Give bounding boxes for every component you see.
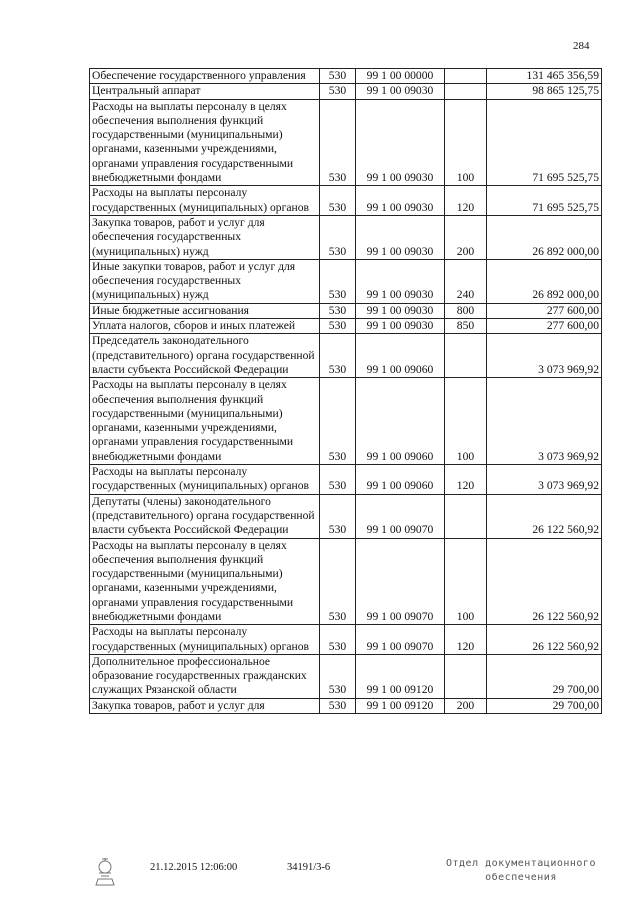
cell-vr: 120 bbox=[445, 186, 487, 216]
cell-name: Расходы на выплаты персоналу в целях обеспечения выполнения функций государственными (муниципальными) органами, казенными учреждениями, органами управления государственными внебюджетными фондами bbox=[90, 378, 320, 465]
cell-sum: 3 073 969,92 bbox=[487, 465, 602, 495]
cell-csr: 99 1 00 09070 bbox=[356, 494, 445, 538]
budget-table bbox=[89, 68, 602, 714]
table-row bbox=[90, 538, 602, 625]
cell-vr: 850 bbox=[445, 319, 487, 334]
cell-sum: 98 865 125,75 bbox=[487, 84, 602, 99]
table-row bbox=[90, 215, 602, 259]
cell-name: Иные закупки товаров, работ и услуг для обеспечения государственных (муниципальных) нужд bbox=[90, 259, 320, 303]
cell-vr bbox=[445, 494, 487, 538]
stamp-line-1: Отдел документационного bbox=[446, 858, 596, 869]
cell-vr bbox=[445, 334, 487, 378]
cell-code: 530 bbox=[320, 84, 356, 99]
footer-doc-number: 34191/3-6 bbox=[287, 862, 331, 873]
table-row bbox=[90, 625, 602, 655]
cell-vr bbox=[445, 654, 487, 698]
cell-sum: 3 073 969,92 bbox=[487, 378, 602, 465]
cell-sum: 277 600,00 bbox=[487, 303, 602, 318]
cell-name: Центральный аппарат bbox=[90, 84, 320, 99]
cell-code: 530 bbox=[320, 378, 356, 465]
table-row bbox=[90, 186, 602, 216]
cell-code: 530 bbox=[320, 215, 356, 259]
cell-sum: 26 892 000,00 bbox=[487, 259, 602, 303]
cell-csr: 99 1 00 09060 bbox=[356, 378, 445, 465]
cell-csr: 99 1 00 09120 bbox=[356, 698, 445, 713]
cell-sum: 26 122 560,92 bbox=[487, 494, 602, 538]
cell-csr: 99 1 00 09030 bbox=[356, 319, 445, 334]
coat-of-arms-icon bbox=[92, 855, 118, 889]
cell-vr: 100 bbox=[445, 538, 487, 625]
cell-vr: 240 bbox=[445, 259, 487, 303]
cell-csr: 99 1 00 09030 bbox=[356, 303, 445, 318]
table-row bbox=[90, 99, 602, 186]
cell-csr: 99 1 00 09060 bbox=[356, 465, 445, 495]
cell-code: 530 bbox=[320, 303, 356, 318]
cell-csr: 99 1 00 09120 bbox=[356, 654, 445, 698]
cell-name: Иные бюджетные ассигнования bbox=[90, 303, 320, 318]
cell-code: 530 bbox=[320, 465, 356, 495]
department-stamp bbox=[446, 857, 596, 885]
cell-csr: 99 1 00 09030 bbox=[356, 186, 445, 216]
cell-csr: 99 1 00 00000 bbox=[356, 69, 445, 84]
cell-sum: 26 122 560,92 bbox=[487, 538, 602, 625]
cell-vr: 100 bbox=[445, 378, 487, 465]
cell-code: 530 bbox=[320, 99, 356, 186]
cell-name: Председатель законодательного (представительного) органа государственной власти субъекта Российской Федерации bbox=[90, 334, 320, 378]
cell-code: 530 bbox=[320, 654, 356, 698]
cell-csr: 99 1 00 09030 bbox=[356, 215, 445, 259]
cell-vr bbox=[445, 69, 487, 84]
cell-code: 530 bbox=[320, 319, 356, 334]
cell-code: 530 bbox=[320, 334, 356, 378]
cell-code: 530 bbox=[320, 625, 356, 655]
cell-vr: 120 bbox=[445, 625, 487, 655]
cell-name: Уплата налогов, сборов и иных платежей bbox=[90, 319, 320, 334]
cell-code: 530 bbox=[320, 494, 356, 538]
cell-vr bbox=[445, 84, 487, 99]
cell-sum: 29 700,00 bbox=[487, 654, 602, 698]
cell-sum: 26 892 000,00 bbox=[487, 215, 602, 259]
table-row bbox=[90, 698, 602, 713]
cell-name: Депутаты (члены) законодательного (представительного) органа государственной власти субъекта Российской Федерации bbox=[90, 494, 320, 538]
cell-vr: 200 bbox=[445, 698, 487, 713]
cell-vr: 100 bbox=[445, 99, 487, 186]
cell-sum: 26 122 560,92 bbox=[487, 625, 602, 655]
cell-name: Дополнительное профессиональное образование государственных гражданских служащих Рязанской области bbox=[90, 654, 320, 698]
cell-vr: 200 bbox=[445, 215, 487, 259]
cell-csr: 99 1 00 09060 bbox=[356, 334, 445, 378]
cell-name: Расходы на выплаты персоналу государственных (муниципальных) органов bbox=[90, 465, 320, 495]
table-row bbox=[90, 303, 602, 318]
cell-sum: 277 600,00 bbox=[487, 319, 602, 334]
table-row bbox=[90, 334, 602, 378]
table-row bbox=[90, 494, 602, 538]
table-row bbox=[90, 69, 602, 84]
table-row bbox=[90, 378, 602, 465]
cell-csr: 99 1 00 09070 bbox=[356, 625, 445, 655]
cell-sum: 131 465 356,59 bbox=[487, 69, 602, 84]
cell-code: 530 bbox=[320, 186, 356, 216]
cell-name: Расходы на выплаты персоналу в целях обеспечения выполнения функций государственными (муниципальными) органами, казенными учреждениями, органами управления государственными внебюджетными фондами bbox=[90, 99, 320, 186]
stamp-line-2: обеспечения bbox=[485, 872, 557, 883]
table-row bbox=[90, 654, 602, 698]
budget-table-body bbox=[90, 69, 602, 714]
cell-vr: 800 bbox=[445, 303, 487, 318]
table-row bbox=[90, 319, 602, 334]
cell-csr: 99 1 00 09030 bbox=[356, 99, 445, 186]
table-row bbox=[90, 84, 602, 99]
cell-sum: 29 700,00 bbox=[487, 698, 602, 713]
footer-datetime: 21.12.2015 12:06:00 bbox=[150, 862, 238, 873]
page-number: 284 bbox=[573, 40, 590, 52]
table-row bbox=[90, 259, 602, 303]
cell-code: 530 bbox=[320, 698, 356, 713]
cell-sum: 71 695 525,75 bbox=[487, 99, 602, 186]
table-row bbox=[90, 465, 602, 495]
cell-code: 530 bbox=[320, 259, 356, 303]
cell-name: Расходы на выплаты персоналу государственных (муниципальных) органов bbox=[90, 625, 320, 655]
cell-csr: 99 1 00 09070 bbox=[356, 538, 445, 625]
cell-csr: 99 1 00 09030 bbox=[356, 259, 445, 303]
cell-code: 530 bbox=[320, 69, 356, 84]
cell-name: Закупка товаров, работ и услуг для обеспечения государственных (муниципальных) нужд bbox=[90, 215, 320, 259]
cell-sum: 71 695 525,75 bbox=[487, 186, 602, 216]
cell-code: 530 bbox=[320, 538, 356, 625]
cell-name: Расходы на выплаты персоналу государственных (муниципальных) органов bbox=[90, 186, 320, 216]
cell-name: Закупка товаров, работ и услуг для bbox=[90, 698, 320, 713]
cell-vr: 120 bbox=[445, 465, 487, 495]
cell-csr: 99 1 00 09030 bbox=[356, 84, 445, 99]
cell-name: Обеспечение государственного управления bbox=[90, 69, 320, 84]
cell-name: Расходы на выплаты персоналу в целях обеспечения выполнения функций государственными (муниципальными) органами, казенными учреждениями, органами управления государственными внебюджетными фондами bbox=[90, 538, 320, 625]
cell-sum: 3 073 969,92 bbox=[487, 334, 602, 378]
